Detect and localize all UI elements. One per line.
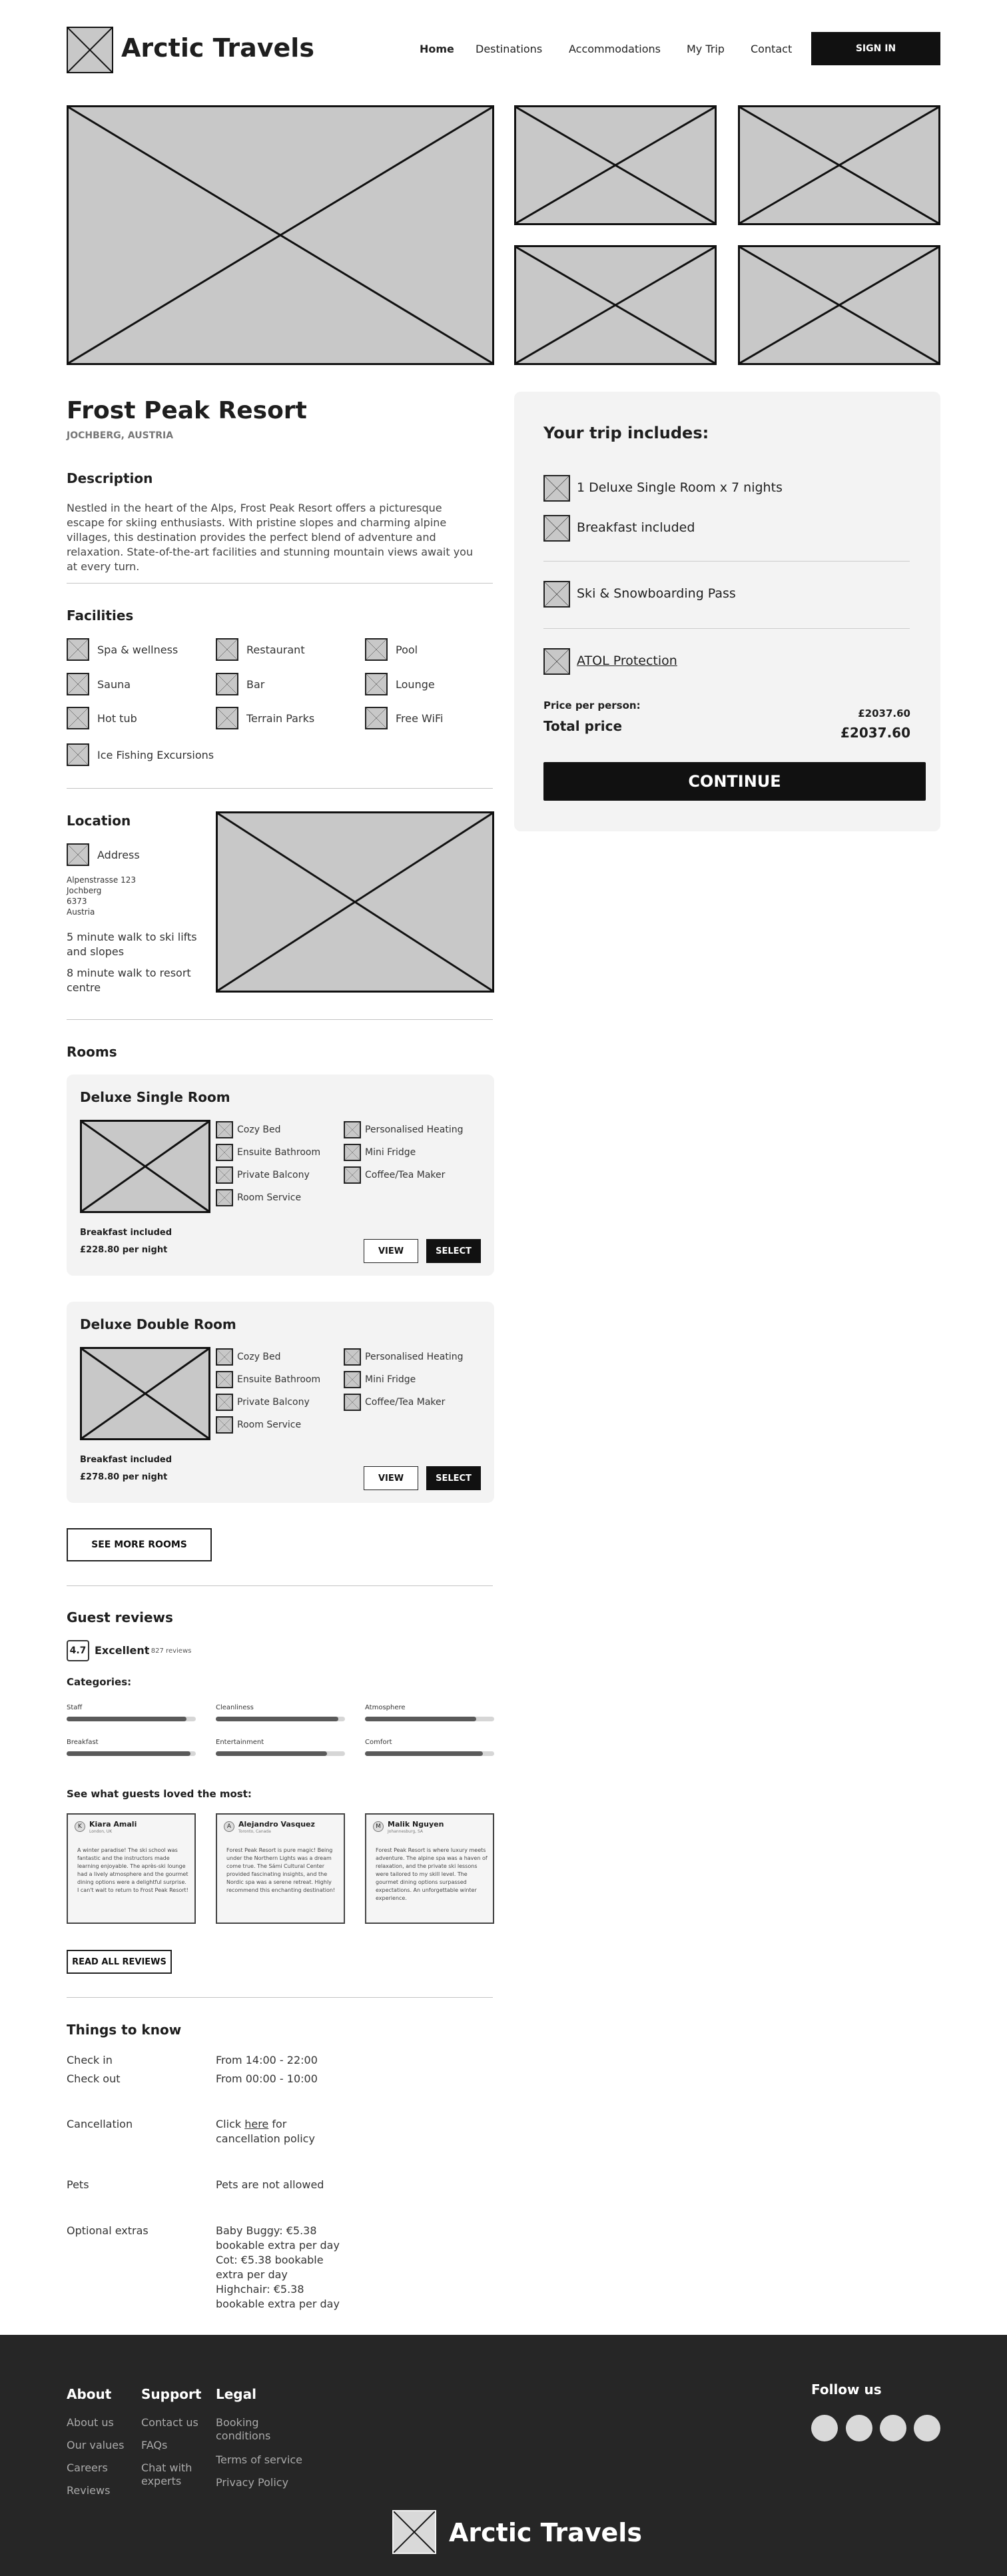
review-count: - 827 reviews bbox=[147, 1647, 192, 1655]
category-bar-fill bbox=[67, 1751, 190, 1756]
cancellation-pre: Click bbox=[216, 2118, 245, 2130]
footer-link-terms[interactable]: Terms of service bbox=[216, 2453, 303, 2466]
reviews-heading: Guest reviews bbox=[67, 1609, 173, 1625]
rooms-heading: Rooms bbox=[67, 1044, 117, 1060]
amenity-icon bbox=[216, 1348, 233, 1366]
extras-line: Baby Buggy: €5.38 bbox=[216, 2224, 317, 2237]
footer-link-careers[interactable]: Careers bbox=[67, 2461, 108, 2474]
extras-line: Cot: €5.38 bookable bbox=[216, 2254, 324, 2266]
facility-pool: Pool bbox=[396, 644, 418, 656]
facility-spa-wellness: Spa & wellness bbox=[97, 644, 178, 656]
review-text: A winter paradise! The ski school was fantastic and the instructors made learning enjoyable. The après-ski lounge had a lively atmosphere and the gourmet dining options were a delightful surprise. I can't wait to return to Frost Peak Resort! bbox=[77, 1847, 188, 1893]
logo-image bbox=[67, 27, 113, 73]
reviewer-avatar: A bbox=[224, 1821, 234, 1832]
gallery-image-3[interactable] bbox=[514, 245, 717, 365]
pets-value: Pets are not allowed bbox=[216, 2178, 324, 2191]
cancellation-value bbox=[216, 2118, 286, 2130]
reviewer-location: London, UK bbox=[89, 1829, 113, 1834]
category-bar-fill bbox=[67, 1717, 186, 1721]
category-entertainment-bar bbox=[216, 1751, 345, 1756]
price-per-person-value: £2037.60 bbox=[858, 707, 910, 719]
divider bbox=[67, 1019, 493, 1020]
room-image[interactable] bbox=[80, 1120, 210, 1213]
footer-link-our-values[interactable]: Our values bbox=[67, 2439, 125, 2451]
facility-sauna: Sauna bbox=[97, 678, 131, 691]
category-breakfast-bar bbox=[67, 1751, 196, 1756]
facility-free-wifi: Free WiFi bbox=[396, 712, 444, 725]
check-in-label: Check in bbox=[67, 2054, 113, 2066]
nav-accommodations[interactable]: Accommodations bbox=[569, 43, 661, 55]
amenity-coffee-tea-maker: Coffee/Tea Maker bbox=[365, 1170, 446, 1180]
category-comfort-bar bbox=[365, 1751, 494, 1756]
amenity-icon bbox=[344, 1166, 361, 1184]
check-out-label: Check out bbox=[67, 2072, 121, 2085]
check-in-value: From 14:00 - 22:00 bbox=[216, 2054, 318, 2066]
amenity-icon bbox=[216, 1121, 233, 1138]
address-icon bbox=[67, 843, 89, 866]
divider bbox=[67, 1585, 493, 1586]
nav-destinations[interactable]: Destinations bbox=[476, 43, 543, 55]
sign-in-button[interactable]: SIGN IN bbox=[811, 32, 940, 65]
nav-contact[interactable]: Contact bbox=[751, 43, 793, 55]
amenity-icon bbox=[344, 1144, 361, 1161]
trip-item-ski-pass: Ski & Snowboarding Pass bbox=[577, 586, 736, 601]
footer-link-about-us[interactable]: About us bbox=[67, 2416, 114, 2429]
room-icon bbox=[543, 475, 570, 502]
review-card bbox=[67, 1813, 196, 1924]
extras-line: extra per day bbox=[216, 2268, 288, 2281]
room-image[interactable] bbox=[80, 1347, 210, 1440]
facility-restaurant: Restaurant bbox=[246, 644, 305, 656]
room-name: Deluxe Double Room bbox=[80, 1316, 236, 1332]
price-per-person-label: Price per person: bbox=[543, 699, 641, 711]
facility-icon bbox=[365, 707, 388, 729]
amenity-icon bbox=[344, 1394, 361, 1411]
footer-link-booking-line2[interactable]: conditions bbox=[216, 2429, 271, 2442]
review-card bbox=[365, 1813, 494, 1924]
ski-pass-icon bbox=[543, 581, 570, 608]
facility-terrain-parks: Terrain Parks bbox=[246, 712, 315, 725]
social-icon-2[interactable] bbox=[846, 2415, 872, 2441]
footer-legal-heading: Legal bbox=[216, 2386, 256, 2402]
amenity-icon bbox=[344, 1371, 361, 1388]
address-line-3: 6373 bbox=[67, 897, 87, 906]
footer-link-contact-us[interactable]: Contact us bbox=[141, 2416, 198, 2429]
gallery-image-4[interactable] bbox=[738, 245, 940, 365]
cancellation-post: for bbox=[268, 2118, 287, 2130]
social-icon-3[interactable] bbox=[880, 2415, 906, 2441]
breakfast-icon bbox=[543, 515, 570, 542]
trip-divider bbox=[543, 561, 910, 562]
amenity-icon bbox=[216, 1416, 233, 1434]
amenity-icon bbox=[216, 1166, 233, 1184]
facility-icon bbox=[67, 638, 89, 661]
amenity-icon bbox=[216, 1189, 233, 1206]
extras-line: bookable extra per day bbox=[216, 2239, 340, 2252]
amenity-room-service: Room Service bbox=[237, 1192, 302, 1203]
trip-divider bbox=[543, 628, 910, 629]
facility-bar: Bar bbox=[246, 678, 265, 691]
category-entertainment-label: Entertainment bbox=[216, 1739, 264, 1746]
reviewer-name: Kiara Amali bbox=[89, 1820, 137, 1829]
category-staff-label: Staff bbox=[67, 1704, 83, 1711]
check-out-value: From 00:00 - 10:00 bbox=[216, 2072, 318, 2085]
amenity-private-balcony: Private Balcony bbox=[237, 1170, 310, 1180]
facility-ice-fishing-excursions: Ice Fishing Excursions bbox=[97, 749, 214, 761]
address-label: Address bbox=[97, 849, 140, 861]
category-bar-fill bbox=[365, 1717, 476, 1721]
amenity-mini-fridge: Mini Fridge bbox=[365, 1147, 416, 1158]
amenity-icon bbox=[344, 1348, 361, 1366]
atol-protection-link[interactable]: ATOL Protection bbox=[577, 653, 677, 668]
facility-icon bbox=[67, 673, 89, 695]
nav-home[interactable]: Home bbox=[420, 43, 454, 55]
footer-brand-name[interactable]: Arctic Travels bbox=[449, 2518, 642, 2547]
amenity-private-balcony: Private Balcony bbox=[237, 1397, 310, 1408]
address-line-1: Alpenstrasse 123 bbox=[67, 875, 136, 885]
nav-my-trip[interactable]: My Trip bbox=[687, 43, 725, 55]
reviewer-avatar: K bbox=[75, 1821, 85, 1832]
amenity-icon bbox=[216, 1371, 233, 1388]
facility-icon bbox=[67, 743, 89, 766]
reviewer-name: Malik Nguyen bbox=[388, 1820, 444, 1829]
facility-lounge: Lounge bbox=[396, 678, 435, 691]
category-bar-fill bbox=[216, 1751, 327, 1756]
gallery-main-image[interactable] bbox=[67, 105, 494, 365]
cancellation-value-line2: cancellation policy bbox=[216, 2132, 315, 2145]
gallery-image-1[interactable] bbox=[514, 105, 717, 225]
facility-icon bbox=[216, 638, 238, 661]
extras-line: bookable extra per day bbox=[216, 2298, 340, 2310]
location-heading: Location bbox=[67, 813, 131, 829]
category-breakfast-label: Breakfast bbox=[67, 1739, 99, 1746]
facility-icon bbox=[216, 707, 238, 729]
amenity-ensuite-bathroom: Ensuite Bathroom bbox=[237, 1374, 321, 1385]
room-select-button[interactable]: SELECT bbox=[426, 1239, 481, 1263]
map-image[interactable] bbox=[216, 811, 494, 993]
loved-heading: See what guests loved the most: bbox=[67, 1788, 252, 1800]
amenity-icon bbox=[216, 1394, 233, 1411]
category-atmosphere-label: Atmosphere bbox=[365, 1704, 406, 1711]
hotel-name: Frost Peak Resort bbox=[67, 397, 307, 424]
room-select-button[interactable]: SELECT bbox=[426, 1466, 481, 1490]
amenity-cozy-bed: Cozy Bed bbox=[237, 1352, 281, 1362]
amenity-mini-fridge: Mini Fridge bbox=[365, 1374, 416, 1385]
category-bar-fill bbox=[216, 1717, 338, 1721]
amenity-coffee-tea-maker: Coffee/Tea Maker bbox=[365, 1397, 446, 1408]
amenity-room-service: Room Service bbox=[237, 1420, 302, 1430]
hotel-location: JOCHBERG, AUSTRIA bbox=[67, 430, 174, 441]
room-board: Breakfast included bbox=[80, 1455, 172, 1465]
facilities-heading: Facilities bbox=[67, 608, 134, 624]
divider bbox=[67, 583, 493, 584]
extras-line: Highchair: €5.38 bbox=[216, 2283, 304, 2296]
cancellation-label: Cancellation bbox=[67, 2118, 133, 2130]
footer-link-reviews[interactable]: Reviews bbox=[67, 2484, 111, 2497]
trip-item-breakfast: Breakfast included bbox=[577, 520, 695, 535]
location-note-lifts: 5 minute walk to ski lifts and slopes bbox=[67, 931, 197, 958]
amenity-ensuite-bathroom: Ensuite Bathroom bbox=[237, 1147, 321, 1158]
amenity-personalised-heating: Personalised Heating bbox=[365, 1352, 464, 1362]
social-icon-1[interactable] bbox=[811, 2415, 838, 2441]
footer-link-faqs[interactable]: FAQs bbox=[141, 2439, 168, 2451]
read-all-reviews-button[interactable]: READ ALL REVIEWS bbox=[67, 1950, 172, 1974]
room-price: £228.80 per night bbox=[80, 1245, 168, 1255]
footer-about-heading: About bbox=[67, 2386, 112, 2402]
review-rating-word: Excellent bbox=[95, 1644, 150, 1657]
reviewer-avatar: M bbox=[373, 1821, 384, 1832]
trip-item-room: 1 Deluxe Single Room x 7 nights bbox=[577, 480, 783, 495]
category-staff-bar bbox=[67, 1717, 196, 1721]
reviewer-name: Alejandro Vasquez bbox=[238, 1820, 315, 1829]
divider bbox=[67, 788, 493, 789]
category-cleanliness-bar bbox=[216, 1717, 345, 1721]
footer-support-heading: Support bbox=[141, 2386, 202, 2402]
total-price-label: Total price bbox=[543, 718, 623, 734]
footer-link-chat-line2[interactable]: experts bbox=[141, 2475, 182, 2487]
cancellation-policy-link[interactable]: here bbox=[244, 2118, 269, 2130]
social-icon-4[interactable] bbox=[914, 2415, 940, 2441]
reviewer-location: Johannesburg, SA bbox=[388, 1829, 423, 1834]
room-view-button[interactable]: VIEW bbox=[364, 1239, 418, 1263]
review-text: Forest Peak Resort is where luxury meets adventure. The alpine spa was a haven of relaxation, and the private ski lessons were tailored to my skill level. The gourmet dining options surpassed expectations. An unforgettable winter experience. bbox=[376, 1847, 488, 1901]
footer-link-privacy[interactable]: Privacy Policy bbox=[216, 2476, 289, 2489]
pets-label: Pets bbox=[67, 2178, 89, 2191]
extras-label: Optional extras bbox=[67, 2224, 149, 2237]
divider bbox=[67, 1997, 493, 1998]
footer-link-chat[interactable]: Chat with bbox=[141, 2461, 192, 2474]
footer-link-booking[interactable]: Booking bbox=[216, 2416, 259, 2429]
room-board: Breakfast included bbox=[80, 1228, 172, 1238]
room-view-button[interactable]: VIEW bbox=[364, 1466, 418, 1490]
categories-heading: Categories: bbox=[67, 1676, 132, 1688]
amenity-personalised-heating: Personalised Heating bbox=[365, 1124, 464, 1135]
facility-icon bbox=[365, 638, 388, 661]
facility-hot-tub: Hot tub bbox=[97, 712, 137, 725]
location-note-centre: 8 minute walk to resort centre bbox=[67, 967, 191, 994]
things-heading: Things to know bbox=[67, 2022, 182, 2038]
category-cleanliness-label: Cleanliness bbox=[216, 1704, 254, 1711]
address-line-4: Austria bbox=[67, 907, 95, 917]
category-atmosphere-bar bbox=[365, 1717, 494, 1721]
continue-button[interactable]: CONTINUE bbox=[543, 762, 926, 801]
category-comfort-label: Comfort bbox=[365, 1739, 392, 1746]
gallery-image-2[interactable] bbox=[738, 105, 940, 225]
review-card bbox=[216, 1813, 345, 1924]
facility-icon bbox=[67, 707, 89, 729]
facility-icon bbox=[216, 673, 238, 695]
room-name: Deluxe Single Room bbox=[80, 1089, 230, 1105]
category-bar-fill bbox=[365, 1751, 483, 1756]
reviewer-location: Toronto, Canada bbox=[238, 1829, 271, 1834]
review-score-badge: 4.7 bbox=[67, 1640, 89, 1661]
description-heading: Description bbox=[67, 470, 153, 486]
trip-heading: Your trip includes: bbox=[543, 424, 709, 442]
review-text: Forest Peak Resort is pure magic! Being under the Northern Lights was a dream come true. The Sámi Cultural Center provided fascinating insights, and the Nordic spa was a serene retreat. Highly recommend this enchanting destination! bbox=[226, 1847, 336, 1893]
amenity-icon bbox=[216, 1144, 233, 1161]
atol-icon bbox=[543, 648, 570, 675]
follow-us-heading: Follow us bbox=[811, 2381, 882, 2397]
total-price-value: £2037.60 bbox=[840, 725, 910, 741]
see-more-rooms-button[interactable]: SEE MORE ROOMS bbox=[67, 1528, 212, 1561]
room-price: £278.80 per night bbox=[80, 1472, 168, 1482]
amenity-cozy-bed: Cozy Bed bbox=[237, 1124, 281, 1135]
footer-logo-image bbox=[392, 2510, 436, 2554]
brand-name[interactable]: Arctic Travels bbox=[121, 33, 314, 63]
address-line-2: Jochberg bbox=[67, 886, 102, 895]
description-text: Nestled in the heart of the Alps, Frost Peak Resort offers a picturesque escape for skiing enthusiasts. With pristine slopes and charming alpine villages, this destination provides the perfect blend of adventure and relaxation. State-of-the-art facilities and stunning mountain views await you at every turn. bbox=[67, 502, 474, 573]
amenity-icon bbox=[344, 1121, 361, 1138]
facility-icon bbox=[365, 673, 388, 695]
